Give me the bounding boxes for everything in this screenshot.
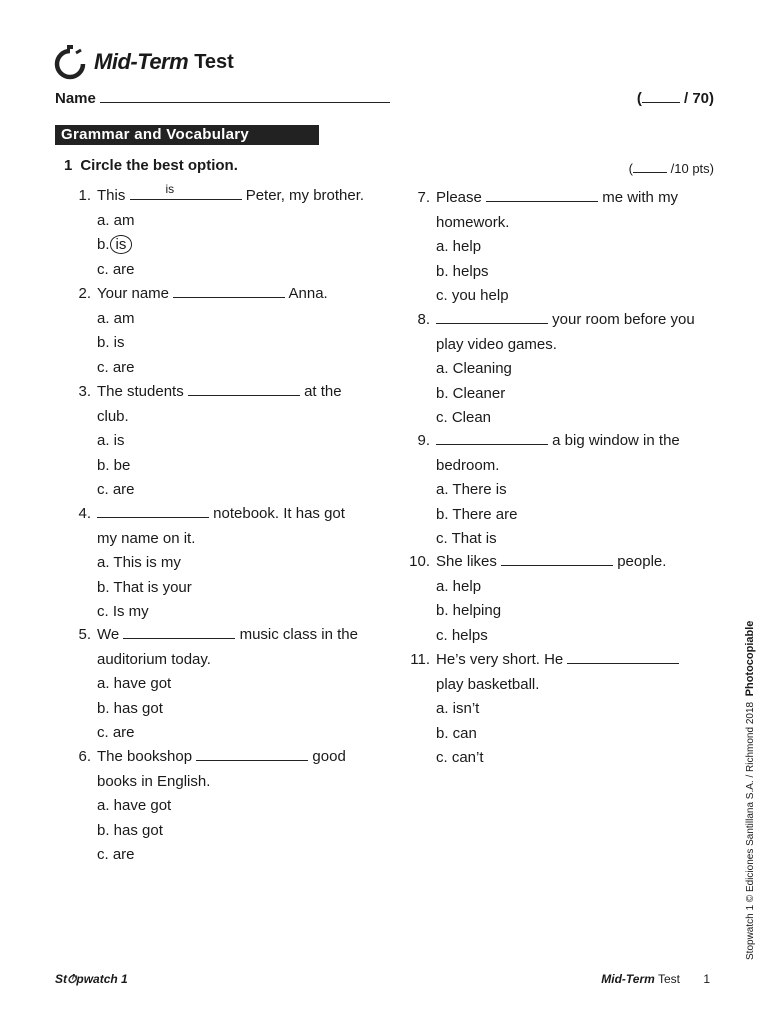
option-a[interactable]: a. This is my bbox=[97, 554, 181, 571]
name-field bbox=[55, 88, 390, 107]
score-open: ( bbox=[636, 90, 642, 107]
question-text-part: people. bbox=[617, 553, 667, 570]
option-a[interactable]: a. is bbox=[97, 432, 125, 449]
question-text bbox=[436, 429, 680, 454]
question-text-part: at the bbox=[304, 383, 342, 400]
option-b[interactable]: b. There are bbox=[436, 505, 518, 523]
question-text-part: He’s very short. He bbox=[436, 651, 564, 668]
footer-brand: St⏱pwatch 1 bbox=[55, 972, 128, 986]
option-c[interactable]: c. can’t bbox=[436, 749, 484, 766]
answer-blank[interactable] bbox=[97, 503, 209, 518]
page-number: 1 bbox=[703, 972, 710, 986]
question-text-part: good bbox=[312, 748, 346, 765]
title-sub: Test bbox=[194, 50, 234, 73]
footer-title-main: Mid-Term bbox=[601, 972, 655, 986]
handwritten-answer: is bbox=[165, 181, 175, 196]
question-text bbox=[97, 181, 365, 209]
question-text bbox=[97, 282, 328, 307]
question-text-part: Peter, my brother. bbox=[245, 187, 365, 204]
option-c[interactable]: c. helps bbox=[436, 626, 488, 644]
option-a[interactable]: a. help bbox=[436, 238, 482, 255]
exercise-number: 1 bbox=[64, 157, 73, 174]
question-text-part: me with my bbox=[602, 189, 679, 206]
option-b[interactable]: b. can bbox=[436, 724, 477, 742]
option-b[interactable]: b. be bbox=[97, 456, 131, 474]
points-blank[interactable] bbox=[633, 160, 667, 173]
question-text bbox=[436, 550, 666, 575]
page-title bbox=[52, 42, 234, 82]
option-a[interactable]: a. have got bbox=[97, 675, 172, 692]
question-text bbox=[436, 648, 679, 673]
question-text-part: The students bbox=[97, 383, 184, 400]
question-number: 6. bbox=[78, 748, 91, 765]
photocopiable-label: Photocopiable bbox=[744, 620, 756, 697]
question-number: 5. bbox=[78, 626, 91, 643]
question-text-part: notebook. It has got bbox=[213, 505, 345, 522]
question-text-continued: bedroom. bbox=[436, 456, 500, 474]
option-c[interactable]: c. Is my bbox=[97, 603, 149, 620]
section-title: Grammar and Vocabulary bbox=[55, 125, 319, 145]
option-b[interactable]: b. has got bbox=[97, 821, 163, 839]
name-blank[interactable] bbox=[100, 88, 390, 103]
question-text bbox=[97, 745, 346, 770]
option-c[interactable]: c. are bbox=[97, 846, 135, 863]
question-text-part: Please bbox=[436, 189, 482, 206]
option-b[interactable]: b. is bbox=[97, 334, 125, 351]
answer-blank[interactable] bbox=[130, 181, 242, 200]
question-text-continued: auditorium today. bbox=[97, 650, 211, 668]
copyright-side-text bbox=[744, 621, 756, 960]
option-c[interactable]: c. Clean bbox=[436, 409, 492, 426]
name-label: Name bbox=[55, 90, 96, 107]
question-number: 8. bbox=[417, 311, 430, 328]
option-b[interactable] bbox=[97, 233, 132, 258]
title-main: Mid-Term bbox=[94, 49, 189, 74]
question-number: 9. bbox=[417, 432, 430, 449]
question-text-part: music class in the bbox=[239, 626, 358, 643]
question-text-continued: play basketball. bbox=[436, 675, 540, 693]
circled-answer: is bbox=[110, 235, 133, 254]
footer-title-sub: Test bbox=[657, 972, 680, 986]
option-a[interactable]: a. am bbox=[97, 309, 135, 327]
question-text bbox=[436, 186, 678, 211]
points-open: ( bbox=[628, 161, 634, 176]
option-a[interactable]: a. isn’t bbox=[436, 700, 480, 717]
answer-blank[interactable] bbox=[123, 624, 235, 639]
exercise-title bbox=[64, 157, 238, 174]
option-b[interactable]: b. has got bbox=[97, 699, 163, 717]
option-a[interactable]: a. have got bbox=[97, 797, 172, 814]
question-number: 7. bbox=[417, 189, 430, 206]
exercise-points bbox=[629, 160, 714, 176]
answer-blank[interactable] bbox=[436, 430, 548, 445]
question-text-part: She likes bbox=[436, 553, 497, 570]
question-text-part: We bbox=[97, 626, 120, 643]
question-text-part: This bbox=[97, 187, 126, 204]
exercise-instruction: Circle the best option. bbox=[80, 157, 238, 174]
question-number: 11. bbox=[410, 651, 430, 668]
footer-title bbox=[601, 972, 710, 986]
question-text-continued: books in English. bbox=[97, 772, 211, 790]
score-total bbox=[637, 88, 714, 107]
question-number: 10. bbox=[409, 553, 430, 570]
answer-blank[interactable] bbox=[173, 283, 285, 298]
answer-blank[interactable] bbox=[486, 187, 598, 202]
question-text-part: The bookshop bbox=[97, 748, 193, 765]
question-number: 2. bbox=[78, 285, 91, 302]
score-max: / 70) bbox=[683, 90, 714, 107]
question-text-continued: play video games. bbox=[436, 335, 557, 353]
option-a[interactable]: a. am bbox=[97, 211, 135, 229]
option-c[interactable]: c. are bbox=[97, 260, 135, 278]
question-text-part: Your name bbox=[97, 285, 169, 302]
option-c[interactable]: c. are bbox=[97, 358, 135, 376]
score-blank[interactable] bbox=[642, 88, 680, 103]
question-text-part: your room before you bbox=[552, 311, 695, 328]
answer-blank[interactable] bbox=[436, 309, 548, 324]
copyright-text: Stopwatch 1 © Ediciones Santillana S.A. / Richmond 2018 bbox=[745, 701, 756, 960]
option-b[interactable]: b. helping bbox=[436, 602, 502, 619]
answer-blank[interactable] bbox=[196, 746, 308, 761]
question-text-continued: my name on it. bbox=[97, 529, 196, 547]
question-text bbox=[97, 380, 342, 405]
question-text bbox=[97, 623, 358, 648]
question-text bbox=[436, 308, 695, 333]
question-text-continued: club. bbox=[97, 407, 129, 425]
points-max: /10 pts) bbox=[670, 161, 714, 176]
option-a[interactable]: a. help bbox=[436, 577, 482, 595]
answer-blank[interactable] bbox=[188, 381, 300, 396]
option-c[interactable]: c. are bbox=[97, 481, 135, 498]
question-text bbox=[97, 502, 345, 527]
option-b[interactable]: b. That is your bbox=[97, 578, 192, 596]
question-number: 1. bbox=[78, 187, 91, 204]
question-text-part: a big window in the bbox=[552, 432, 680, 449]
option-a[interactable]: a. Cleaning bbox=[436, 360, 512, 377]
answer-blank[interactable] bbox=[567, 649, 679, 664]
option-c[interactable]: c. That is bbox=[436, 530, 497, 547]
question-text-part: Anna. bbox=[288, 285, 328, 302]
question-number: 3. bbox=[78, 383, 91, 400]
option-a[interactable]: a. There is bbox=[436, 481, 507, 498]
option-letter: b. bbox=[97, 236, 110, 253]
question-text-continued: homework. bbox=[436, 213, 510, 231]
option-c[interactable]: c. are bbox=[97, 724, 135, 741]
stopwatch-icon bbox=[52, 44, 88, 80]
answer-blank[interactable] bbox=[501, 551, 613, 566]
option-b[interactable]: b. helps bbox=[436, 262, 489, 280]
question-number: 4. bbox=[78, 505, 91, 522]
option-c[interactable]: c. you help bbox=[436, 287, 509, 304]
option-b[interactable]: b. Cleaner bbox=[436, 384, 506, 402]
